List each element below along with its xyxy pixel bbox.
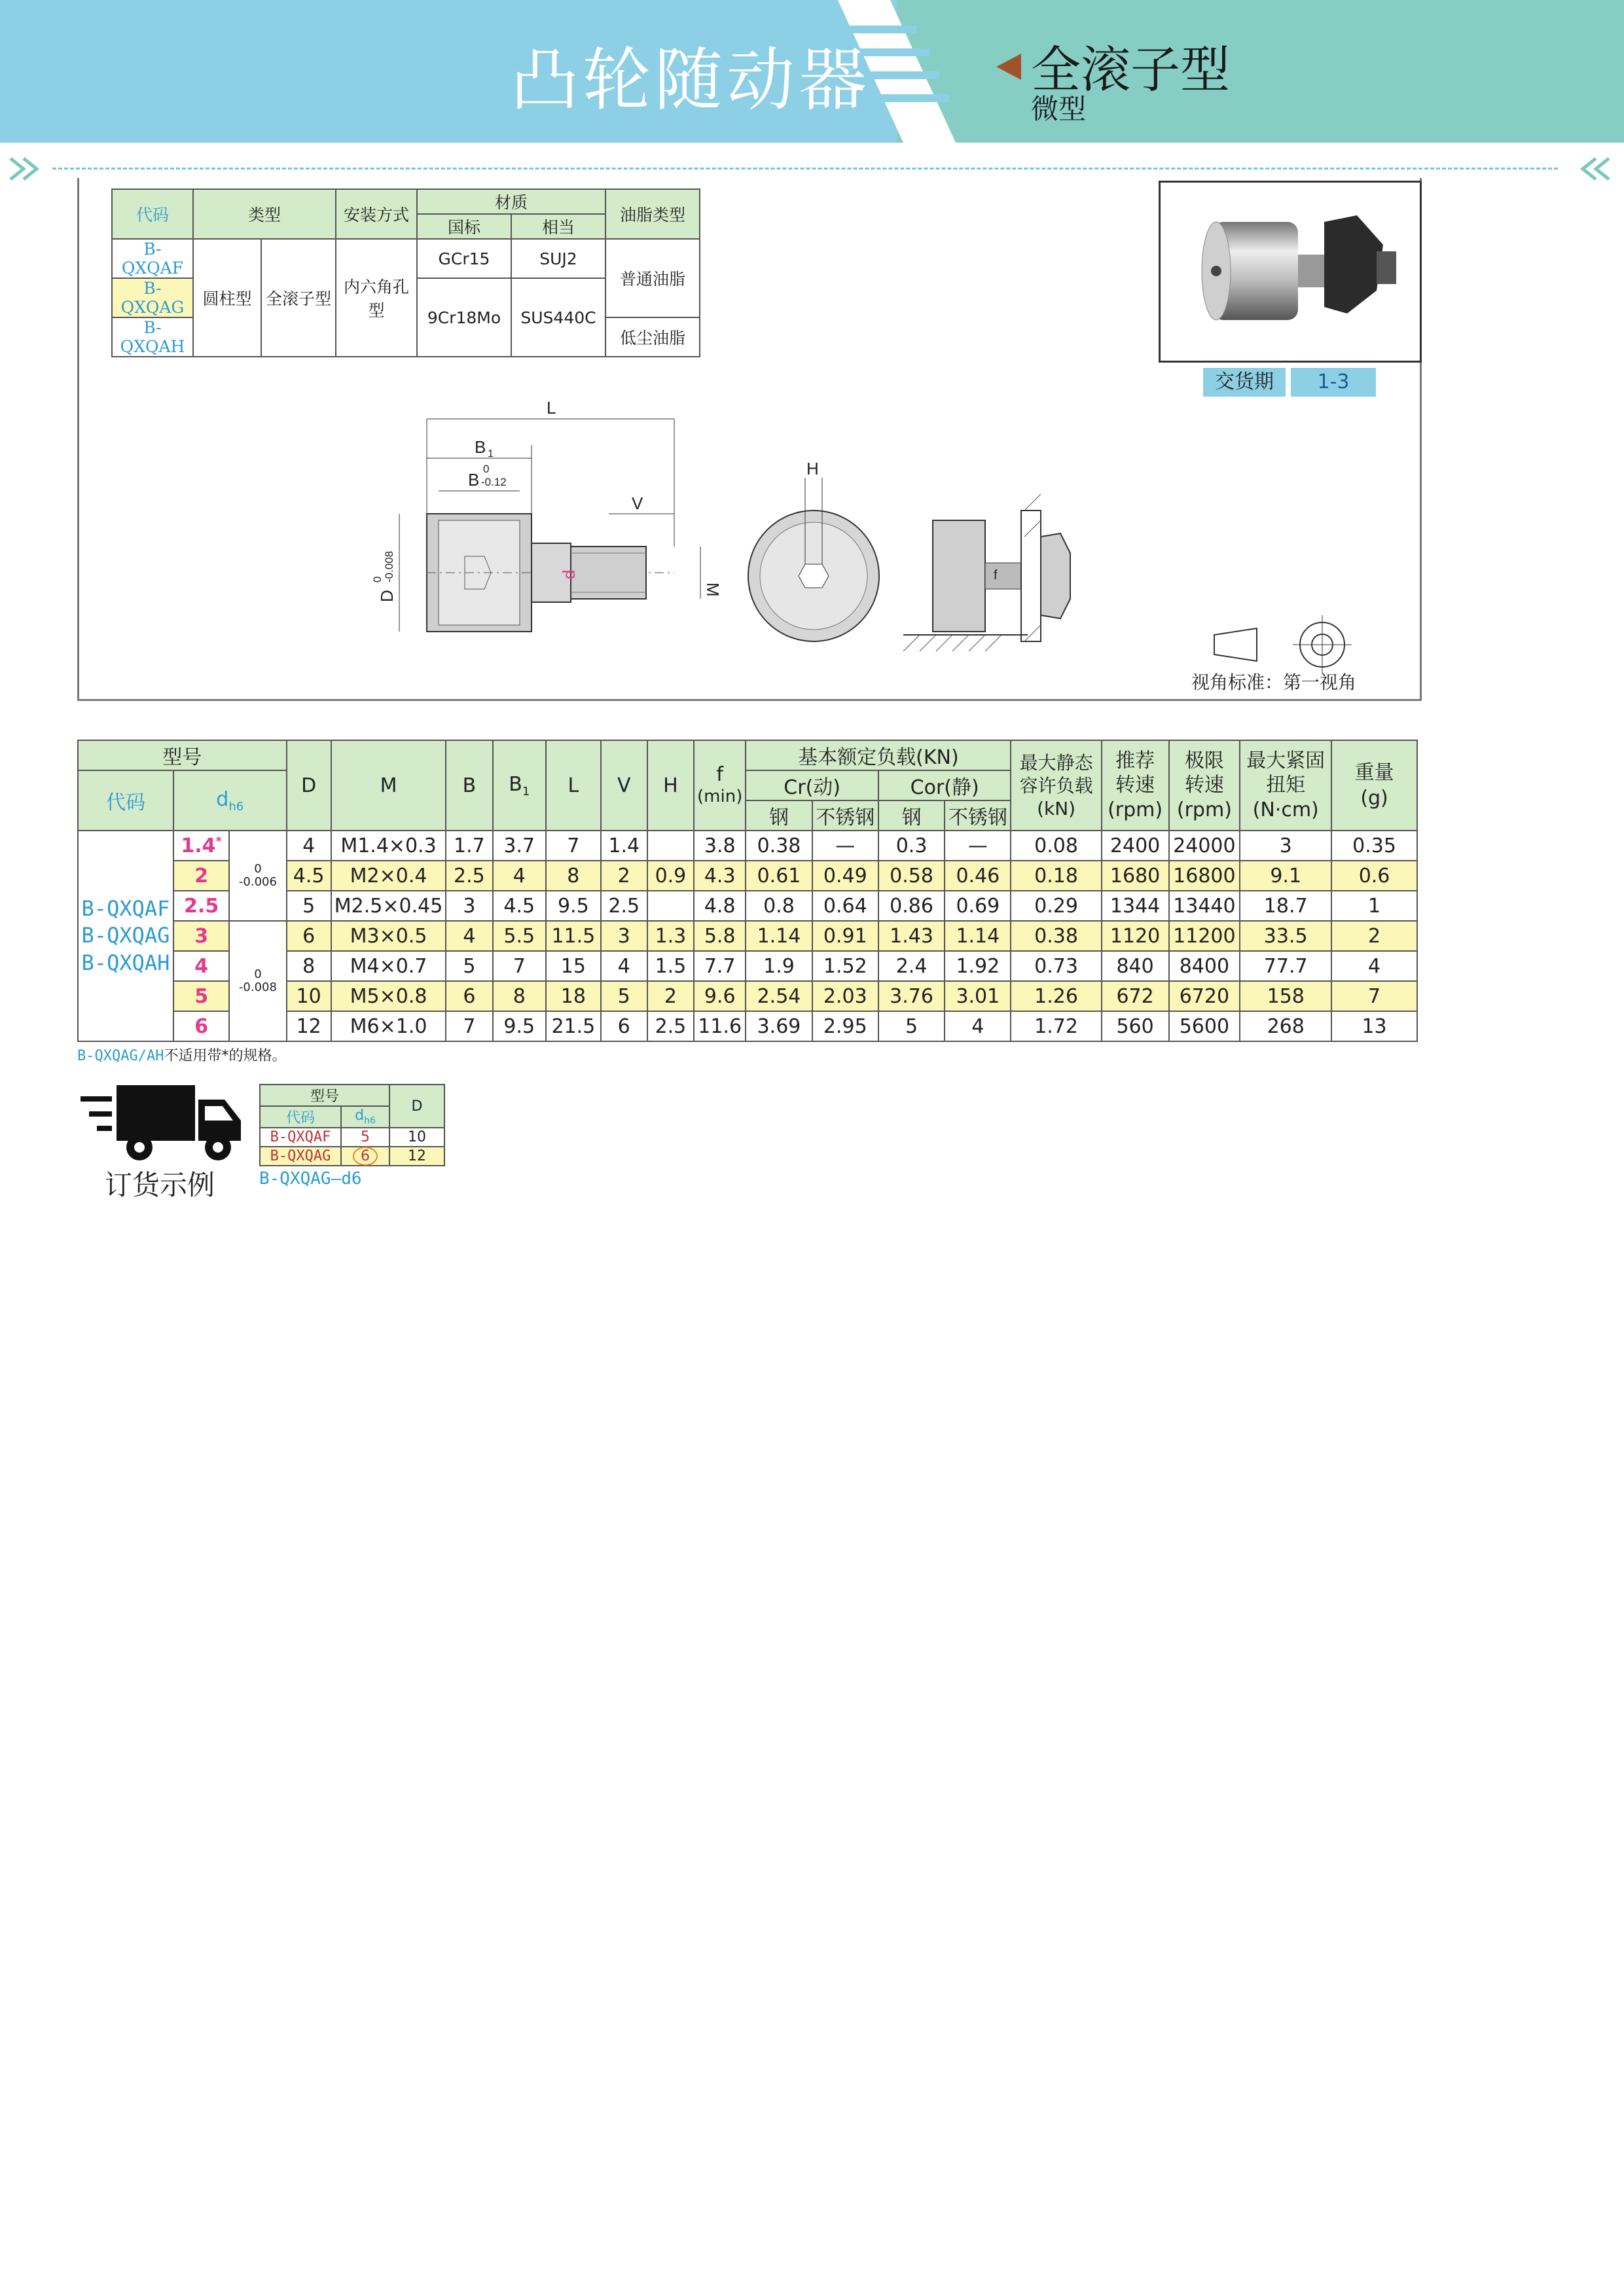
col-speed-l3: (rpm) xyxy=(1108,798,1163,821)
col-B1-label: B xyxy=(509,772,522,796)
B-cell: 1.7 xyxy=(446,831,492,861)
f-cell: 3.8 xyxy=(694,831,746,861)
M-cell: M6×1.0 xyxy=(331,1011,446,1041)
d-cell: 5 xyxy=(341,1128,389,1147)
d-value-circled: 6 xyxy=(353,1147,378,1166)
H-cell: 2 xyxy=(647,981,694,1011)
dim-M: M xyxy=(703,583,723,597)
V-cell: 2 xyxy=(601,861,647,891)
V-cell: 4 xyxy=(601,951,647,981)
view-standard: 视角标准：第一视角 xyxy=(1191,672,1357,692)
limit-cell: 13440 xyxy=(1169,891,1240,921)
technical-drawing xyxy=(367,393,1375,700)
tol-dn: -0.008 xyxy=(238,980,277,994)
col-torque-l1: 最大紧固 xyxy=(1246,749,1326,772)
d-cell: 4 xyxy=(173,951,229,981)
col-limit-l1: 极限 xyxy=(1184,749,1224,772)
code-cell: B-QXQAF xyxy=(260,1128,341,1147)
spec-table xyxy=(77,740,1418,1042)
tol-up: 0 xyxy=(254,862,262,876)
tol-cell xyxy=(229,831,286,921)
col-d-label: d xyxy=(355,1107,365,1124)
f-cell: 11.6 xyxy=(694,1011,746,1041)
order-result xyxy=(259,1169,362,1189)
cor-stainless-cell: 1.14 xyxy=(945,921,1011,951)
B1-cell: 5.5 xyxy=(493,921,547,951)
material-cell: 9Cr18Mo xyxy=(417,278,511,357)
B-cell: 2.5 xyxy=(446,861,492,891)
delivery-value: 1-3 xyxy=(1291,368,1376,397)
H-cell: 2.5 xyxy=(647,1011,694,1041)
material-cell: SUS440C xyxy=(511,278,605,357)
code-line: B-QXQAG xyxy=(81,923,170,948)
limit-cell: 24000 xyxy=(1169,831,1240,861)
d-cell xyxy=(341,1147,389,1166)
B1-cell: 8 xyxy=(493,981,547,1011)
col-dh6-label: d xyxy=(216,787,229,811)
H-cell: 1.3 xyxy=(647,921,694,951)
cam-follower-image xyxy=(1161,183,1420,361)
col-D: D xyxy=(389,1085,444,1128)
speed-cell: 840 xyxy=(1102,951,1169,981)
col-static-l1: 最大静态 xyxy=(1019,751,1093,774)
col-cor: Cor(静) xyxy=(878,770,1011,800)
static-cell: 0.38 xyxy=(1011,921,1101,951)
torque-cell: 3 xyxy=(1240,831,1331,861)
col-torque-l2: 扭矩 xyxy=(1266,774,1306,797)
mount-cell: 内六角孔型 xyxy=(336,239,417,357)
dim-f: f xyxy=(994,568,998,583)
code-cell xyxy=(78,831,173,1041)
speed-cell: 672 xyxy=(1102,981,1169,1011)
f-cell: 4.3 xyxy=(694,861,746,891)
tol-up: 0 xyxy=(254,967,262,982)
cor-stainless-cell: — xyxy=(945,831,1011,861)
B-cell: 5 xyxy=(446,951,492,981)
H-cell: 0.9 xyxy=(647,861,694,891)
limit-cell: 5600 xyxy=(1169,1011,1240,1041)
L-cell: 8 xyxy=(546,861,601,891)
cor-stainless-cell: 4 xyxy=(945,1011,1011,1041)
table-row xyxy=(78,921,1417,951)
code-cell: B-QXQAH xyxy=(112,317,193,357)
order-result-d: d6 xyxy=(341,1169,362,1189)
col-type: 类型 xyxy=(193,189,336,239)
d-star: * xyxy=(215,834,222,848)
col-B1 xyxy=(493,740,547,831)
weight-cell: 4 xyxy=(1331,951,1417,981)
torque-cell: 77.7 xyxy=(1240,951,1331,981)
col-limit xyxy=(1169,740,1240,831)
cr-steel-cell: 3.69 xyxy=(746,1011,812,1041)
col-weight-l1: 重量 xyxy=(1354,761,1394,784)
col-f xyxy=(694,740,746,831)
weight-cell: 0.6 xyxy=(1331,861,1417,891)
cr-stainless-cell: 0.91 xyxy=(812,921,878,951)
cor-stainless-cell: 3.01 xyxy=(945,981,1011,1011)
col-mount: 安装方式 xyxy=(336,189,417,239)
col-static-l3: (kN) xyxy=(1037,797,1076,819)
V-cell: 5 xyxy=(601,981,647,1011)
cr-steel-cell: 0.61 xyxy=(746,861,812,891)
B1-cell: 4 xyxy=(493,861,547,891)
col-d-sub: h6 xyxy=(364,1115,376,1126)
col-f-label: f xyxy=(716,763,723,787)
code-cell: B-QXQAG xyxy=(260,1147,341,1166)
M-cell: M3×0.5 xyxy=(331,921,446,951)
col-cr: Cr(动) xyxy=(746,770,878,800)
cr-stainless-cell: 0.64 xyxy=(812,891,878,921)
d-cell: 6 xyxy=(173,1011,229,1041)
dim-L: L xyxy=(547,398,556,418)
H-cell xyxy=(647,831,694,861)
col-weight xyxy=(1331,740,1417,831)
cr-steel-cell: 0.38 xyxy=(746,831,812,861)
cr-stainless-cell: — xyxy=(812,831,878,861)
divider xyxy=(52,168,1558,170)
V-cell: 3 xyxy=(601,921,647,951)
D-cell: 10 xyxy=(389,1128,444,1147)
col-weight-l2: (g) xyxy=(1360,787,1388,810)
cr-stainless-cell: 0.49 xyxy=(812,861,878,891)
cr-steel-cell: 0.8 xyxy=(746,891,812,921)
col-limit-l2: 转速 xyxy=(1184,774,1224,797)
V-cell: 6 xyxy=(601,1011,647,1041)
static-cell: 0.08 xyxy=(1011,831,1101,861)
L-cell: 21.5 xyxy=(546,1011,601,1041)
dim-D: D xyxy=(377,590,397,602)
weight-cell: 7 xyxy=(1331,981,1417,1011)
torque-cell: 158 xyxy=(1240,981,1331,1011)
M-cell: M5×0.8 xyxy=(331,981,446,1011)
static-cell: 0.73 xyxy=(1011,951,1101,981)
L-cell: 7 xyxy=(546,831,601,861)
product-photo xyxy=(1159,181,1422,363)
weight-cell: 1 xyxy=(1331,891,1417,921)
M-cell: M2×0.4 xyxy=(331,861,446,891)
B-cell: 6 xyxy=(446,981,492,1011)
torque-cell: 18.7 xyxy=(1240,891,1331,921)
grease-cell: 普通油脂 xyxy=(605,239,700,317)
page-title: 凸轮随动器 xyxy=(511,40,871,120)
col-static xyxy=(1011,740,1101,831)
type-cell: 圆柱型 xyxy=(193,239,261,357)
order-result-sep: — xyxy=(331,1169,342,1189)
d-value: 1.4 xyxy=(181,834,216,857)
D-cell: 10 xyxy=(287,981,331,1011)
B1-cell: 7 xyxy=(493,951,547,981)
dim-B-tol-up: 0 xyxy=(483,463,490,475)
d-cell: 2 xyxy=(173,861,229,891)
note-code: B-QXQAG/AH xyxy=(77,1048,164,1064)
col-cr-stainless: 不锈钢 xyxy=(812,800,878,831)
M-cell: M4×0.7 xyxy=(331,951,446,981)
D-cell: 12 xyxy=(389,1147,444,1166)
note-text: 不适用带*的规格。 xyxy=(164,1048,287,1064)
cor-steel-cell: 0.58 xyxy=(878,861,945,891)
D-cell: 5 xyxy=(287,891,331,921)
speed-cell: 1344 xyxy=(1102,891,1169,921)
col-code: 代码 xyxy=(260,1106,341,1128)
D-cell: 8 xyxy=(287,951,331,981)
col-B: B xyxy=(446,740,492,831)
col-load: 基本额定负载(KN) xyxy=(746,740,1011,770)
dim-H: H xyxy=(806,459,819,478)
cr-steel-cell: 1.14 xyxy=(746,921,812,951)
table-note xyxy=(77,1045,286,1065)
col-torque xyxy=(1240,740,1331,831)
H-cell: 1.5 xyxy=(647,951,694,981)
col-M: M xyxy=(331,740,446,831)
tol-cell xyxy=(229,921,286,1041)
static-cell: 1.26 xyxy=(1011,981,1101,1011)
cor-steel-cell: 0.3 xyxy=(878,831,945,861)
cor-steel-cell: 3.76 xyxy=(878,981,945,1011)
B1-cell: 4.5 xyxy=(493,891,547,921)
f-cell: 5.8 xyxy=(694,921,746,951)
D-cell: 12 xyxy=(287,1011,331,1041)
H-cell xyxy=(647,891,694,921)
f-cell: 9.6 xyxy=(694,981,746,1011)
cr-stainless-cell: 2.95 xyxy=(812,1011,878,1041)
col-cr-steel: 钢 xyxy=(746,800,812,831)
col-speed xyxy=(1102,740,1169,831)
arrow-left-icon xyxy=(996,54,1021,80)
d-cell xyxy=(173,831,229,861)
col-L: L xyxy=(546,740,601,831)
speed-cell: 2400 xyxy=(1102,831,1169,861)
V-cell: 1.4 xyxy=(601,831,647,861)
grease-cell: 低尘油脂 xyxy=(605,317,700,357)
col-d xyxy=(341,1106,389,1128)
code-cell: B-QXQAG xyxy=(112,278,193,317)
D-cell: 4.5 xyxy=(287,861,331,891)
col-model: 型号 xyxy=(260,1085,389,1106)
col-limit-l3: (rpm) xyxy=(1176,798,1232,821)
code-cell: B-QXQAF xyxy=(112,239,193,278)
L-cell: 15 xyxy=(546,951,601,981)
d-cell: 2.5 xyxy=(173,891,229,921)
torque-cell: 33.5 xyxy=(1240,921,1331,951)
limit-cell: 6720 xyxy=(1169,981,1240,1011)
col-speed-l1: 推荐 xyxy=(1115,749,1155,772)
col-torque-l3: (N·cm) xyxy=(1252,798,1319,821)
L-cell: 11.5 xyxy=(546,921,601,951)
speed-cell: 560 xyxy=(1102,1011,1169,1041)
table-row xyxy=(260,1128,444,1147)
col-f-min: (min) xyxy=(697,787,743,807)
cr-stainless-cell: 1.52 xyxy=(812,951,878,981)
dim-D-tol-up: 0 xyxy=(371,576,384,583)
col-speed-l2: 转速 xyxy=(1115,774,1155,797)
cr-steel-cell: 2.54 xyxy=(746,981,812,1011)
double-chevron-left-icon xyxy=(1571,156,1610,182)
page-subtitle: 全滚子型 xyxy=(1031,41,1230,99)
weight-cell: 2 xyxy=(1331,921,1417,951)
page-subtitle-secondary: 微型 xyxy=(1031,93,1087,125)
static-cell: 1.72 xyxy=(1011,1011,1101,1041)
limit-cell: 8400 xyxy=(1169,951,1240,981)
d-cell: 3 xyxy=(173,921,229,951)
code-line: B-QXQAF xyxy=(81,895,170,921)
B1-cell: 9.5 xyxy=(493,1011,547,1041)
order-example-label: 订货示例 xyxy=(105,1169,215,1201)
col-H: H xyxy=(647,740,694,831)
dim-B-tol-dn: -0.12 xyxy=(481,476,507,488)
static-cell: 0.29 xyxy=(1011,891,1101,921)
col-static-l2: 容许负载 xyxy=(1019,774,1093,797)
type-spec-table xyxy=(111,188,700,357)
col-dh6 xyxy=(173,770,287,831)
M-cell: M1.4×0.3 xyxy=(331,831,446,861)
col-material: 材质 xyxy=(417,189,605,214)
B-cell: 3 xyxy=(446,891,492,921)
torque-cell: 268 xyxy=(1240,1011,1331,1041)
material-cell: GCr15 xyxy=(417,239,511,278)
dim-V: V xyxy=(632,493,643,513)
V-cell: 2.5 xyxy=(601,891,647,921)
cor-steel-cell: 2.4 xyxy=(878,951,945,981)
D-cell: 4 xyxy=(287,831,331,861)
L-cell: 9.5 xyxy=(546,891,601,921)
col-dh6-sub: h6 xyxy=(228,799,244,814)
speed-cell: 1120 xyxy=(1102,921,1169,951)
col-V: V xyxy=(601,740,647,831)
cor-steel-cell: 0.86 xyxy=(878,891,945,921)
tol-dn: -0.006 xyxy=(238,875,277,889)
cr-stainless-cell: 2.03 xyxy=(812,981,878,1011)
f-cell: 7.7 xyxy=(694,951,746,981)
col-national: 国标 xyxy=(417,214,511,239)
limit-cell: 11200 xyxy=(1169,921,1240,951)
torque-cell: 9.1 xyxy=(1240,861,1331,891)
col-equiv: 相当 xyxy=(511,214,605,239)
col-B1-sub: 1 xyxy=(522,784,530,798)
weight-cell: 0.35 xyxy=(1331,831,1417,861)
delivery-truck-icon xyxy=(77,1080,247,1165)
static-cell: 0.18 xyxy=(1011,861,1101,891)
col-grease: 油脂类型 xyxy=(605,189,700,239)
cr-steel-cell: 1.9 xyxy=(746,951,812,981)
col-cor-steel: 钢 xyxy=(878,800,945,831)
f-cell: 4.8 xyxy=(694,891,746,921)
order-example-table xyxy=(259,1084,445,1166)
cor-stainless-cell: 0.69 xyxy=(945,891,1011,921)
L-cell: 18 xyxy=(546,981,601,1011)
B-cell: 7 xyxy=(446,1011,492,1041)
d-cell: 5 xyxy=(173,981,229,1011)
dim-B1: B xyxy=(475,437,486,457)
material-cell: SUJ2 xyxy=(511,239,605,278)
delivery-label: 交货期 xyxy=(1203,368,1286,397)
double-chevron-right-icon xyxy=(9,156,48,182)
col-model: 型号 xyxy=(78,740,287,770)
order-result-code: B-QXQAG xyxy=(259,1169,331,1189)
col-code: 代码 xyxy=(112,189,193,239)
B1-cell: 3.7 xyxy=(493,831,547,861)
speed-cell: 1680 xyxy=(1102,861,1169,891)
D-cell: 6 xyxy=(287,921,331,951)
code-line: B-QXQAH xyxy=(81,950,170,975)
cor-steel-cell: 5 xyxy=(878,1011,945,1041)
dim-B1-sub: 1 xyxy=(488,448,494,459)
table-row xyxy=(260,1147,444,1166)
limit-cell: 16800 xyxy=(1169,861,1240,891)
cor-steel-cell: 1.43 xyxy=(878,921,945,951)
dim-B: B xyxy=(468,470,480,490)
M-cell: M2.5×0.45 xyxy=(331,891,446,921)
dim-d: d xyxy=(559,569,579,579)
cor-stainless-cell: 1.92 xyxy=(945,951,1011,981)
subtype-cell: 全滚子型 xyxy=(261,239,336,357)
cor-stainless-cell: 0.46 xyxy=(945,861,1011,891)
B-cell: 4 xyxy=(446,921,492,951)
table-row xyxy=(78,831,1417,861)
weight-cell: 13 xyxy=(1331,1011,1417,1041)
dim-D-tol-dn: -0.008 xyxy=(383,550,395,583)
col-cor-stainless: 不锈钢 xyxy=(945,800,1011,831)
col-code: 代码 xyxy=(78,770,173,831)
col-D: D xyxy=(287,740,331,831)
